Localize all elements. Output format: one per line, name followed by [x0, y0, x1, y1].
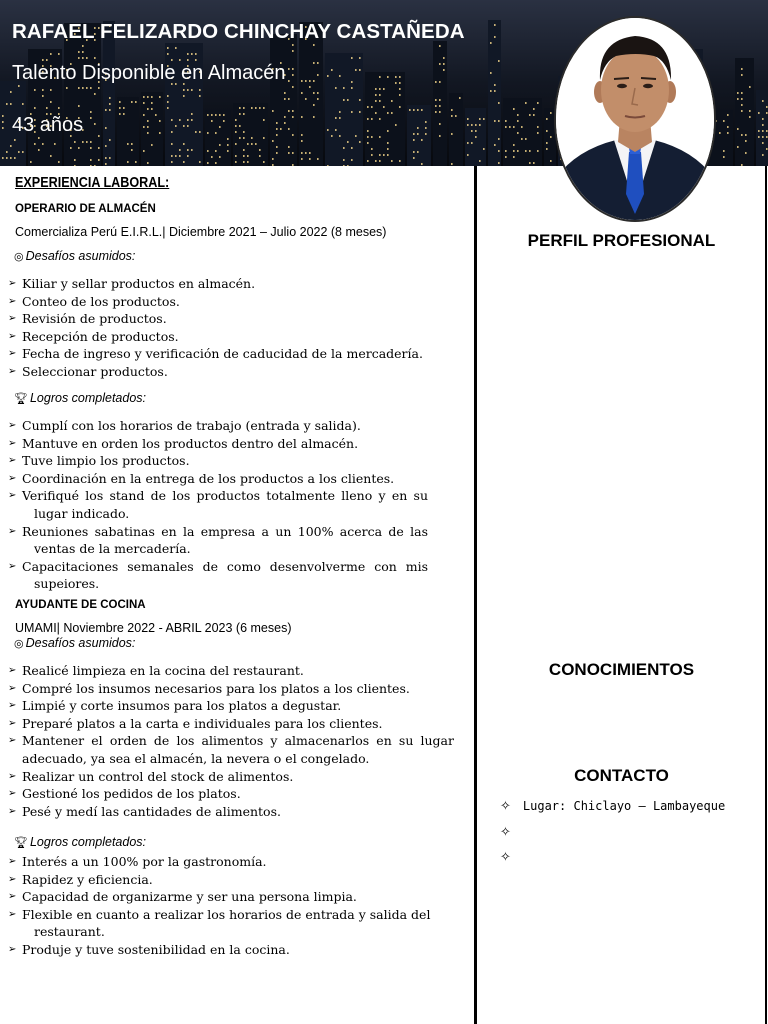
list-item: ➢ Kiliar y sellar productos en almacén.	[8, 275, 448, 293]
achievements-heading: 🏆︎ Logros completados:	[14, 391, 147, 405]
list-item: ➢ Fecha de ingreso y verificación de caducidad de la mercadería.	[8, 345, 448, 363]
list-item: ➢ Coordinación en la entrega de los productos a los clientes.	[8, 470, 428, 488]
job-title: AYUDANTE DE COCINA	[15, 599, 146, 611]
job-company-dates: Comercializa Perú E.I.R.L.| Diciembre 2021 – Julio 2022 (8 meses)	[15, 225, 387, 239]
list-item: ➢ Cumplí con los horarios de trabajo (entrada y salida).	[8, 417, 428, 435]
list-item: ➢ Flexible en cuanto a realizar los horarios de entrada y salida del restaurant.	[8, 906, 454, 941]
achievements-list	[8, 853, 454, 959]
list-item: ➢ Produje y tuve sostenibilidad en la cocina.	[8, 941, 454, 959]
list-item: ➢ Reuniones sabatinas en la empresa a un 100% acerca de las ventas de la mercadería.	[8, 523, 428, 558]
job-title: OPERARIO DE ALMACÉN	[15, 203, 156, 215]
achievements-heading: 🏆︎ Logros completados:	[14, 835, 147, 849]
list-item: ➢ Limpié y corte insumos para los platos a degustar.	[8, 697, 454, 715]
list-item: ➢ Realicé limpieza en la cocina del restaurant.	[8, 662, 454, 680]
right-border	[765, 166, 767, 1024]
challenges-heading: ◎ Desafíos asumidos:	[14, 636, 136, 650]
contact-item	[500, 825, 523, 840]
target-icon: ◎	[14, 251, 24, 263]
list-item: ➢ Compré los insumos necesarios para los platos a los clientes.	[8, 680, 454, 698]
profile-photo	[554, 16, 716, 222]
achievements-list	[8, 417, 428, 593]
challenges-list	[8, 662, 454, 820]
list-item: ➢ Verifiqué los stand de los productos totalmente lleno y en su lugar indicado.	[8, 487, 428, 522]
target-icon: ◎	[14, 638, 24, 650]
list-item: ➢ Rapidez y eficiencia.	[8, 871, 454, 889]
contact-heading: CONTACTO	[574, 766, 669, 785]
list-item: ➢ Pesé y medí las cantidades de alimentos.	[8, 803, 454, 821]
candidate-name: RAFAEL FELIZARDO CHINCHAY CASTAÑEDA	[12, 20, 465, 43]
list-item: ➢ Conteo de los productos.	[8, 293, 448, 311]
experience-heading: EXPERIENCIA LABORAL:	[15, 174, 170, 191]
list-item: ➢ Preparé platos a la carta e individuales para los clientes.	[8, 715, 454, 733]
list-item: ➢ Mantuve en orden los productos dentro del almacén.	[8, 435, 428, 453]
candidate-headline: Talento Disponible en Almacén	[12, 62, 286, 84]
list-item: ➢ Mantener el orden de los alimentos y almacenarlos en su lugar adecuado, ya sea el almacén, la nevera o el congelado.	[8, 732, 454, 767]
list-item: ➢ Recepción de productos.	[8, 328, 448, 346]
list-item: ➢ Interés a un 100% por la gastronomía.	[8, 853, 454, 871]
list-item: ➢ Gestioné los pedidos de los platos.	[8, 785, 454, 803]
list-item: ➢ Revisión de productos.	[8, 310, 448, 328]
list-item: ➢ Capacitaciones semanales de como desenvolverme con mis supeiores.	[8, 558, 428, 593]
contact-item-location: ✧ Lugar: Chiclayo – Lambayeque	[500, 799, 726, 814]
profile-heading: PERFIL PROFESIONAL	[527, 231, 716, 250]
trophy-icon: 🏆︎	[14, 393, 28, 405]
four-point-star-icon: ✧	[500, 850, 511, 865]
four-point-star-icon: ✧	[500, 825, 511, 840]
list-item: ➢ Tuve limpio los productos.	[8, 452, 428, 470]
candidate-age: 43 años	[12, 114, 84, 136]
skills-heading: CONOCIMIENTOS	[548, 660, 695, 679]
four-point-star-icon: ✧	[500, 799, 511, 814]
list-item: ➢ Seleccionar productos.	[8, 363, 448, 381]
list-item: ➢ Capacidad de organizarme y ser una persona limpia.	[8, 888, 454, 906]
job-company-dates: UMAMI| Noviembre 2022 - ABRIL 2023 (6 meses)	[15, 621, 292, 635]
contact-item	[500, 850, 523, 865]
list-item: ➢ Realizar un control del stock de alimentos.	[8, 768, 454, 786]
challenges-list	[8, 275, 448, 381]
column-divider	[474, 166, 477, 1024]
challenges-heading: ◎ Desafíos asumidos:	[14, 249, 136, 263]
trophy-icon: 🏆︎	[14, 837, 28, 849]
